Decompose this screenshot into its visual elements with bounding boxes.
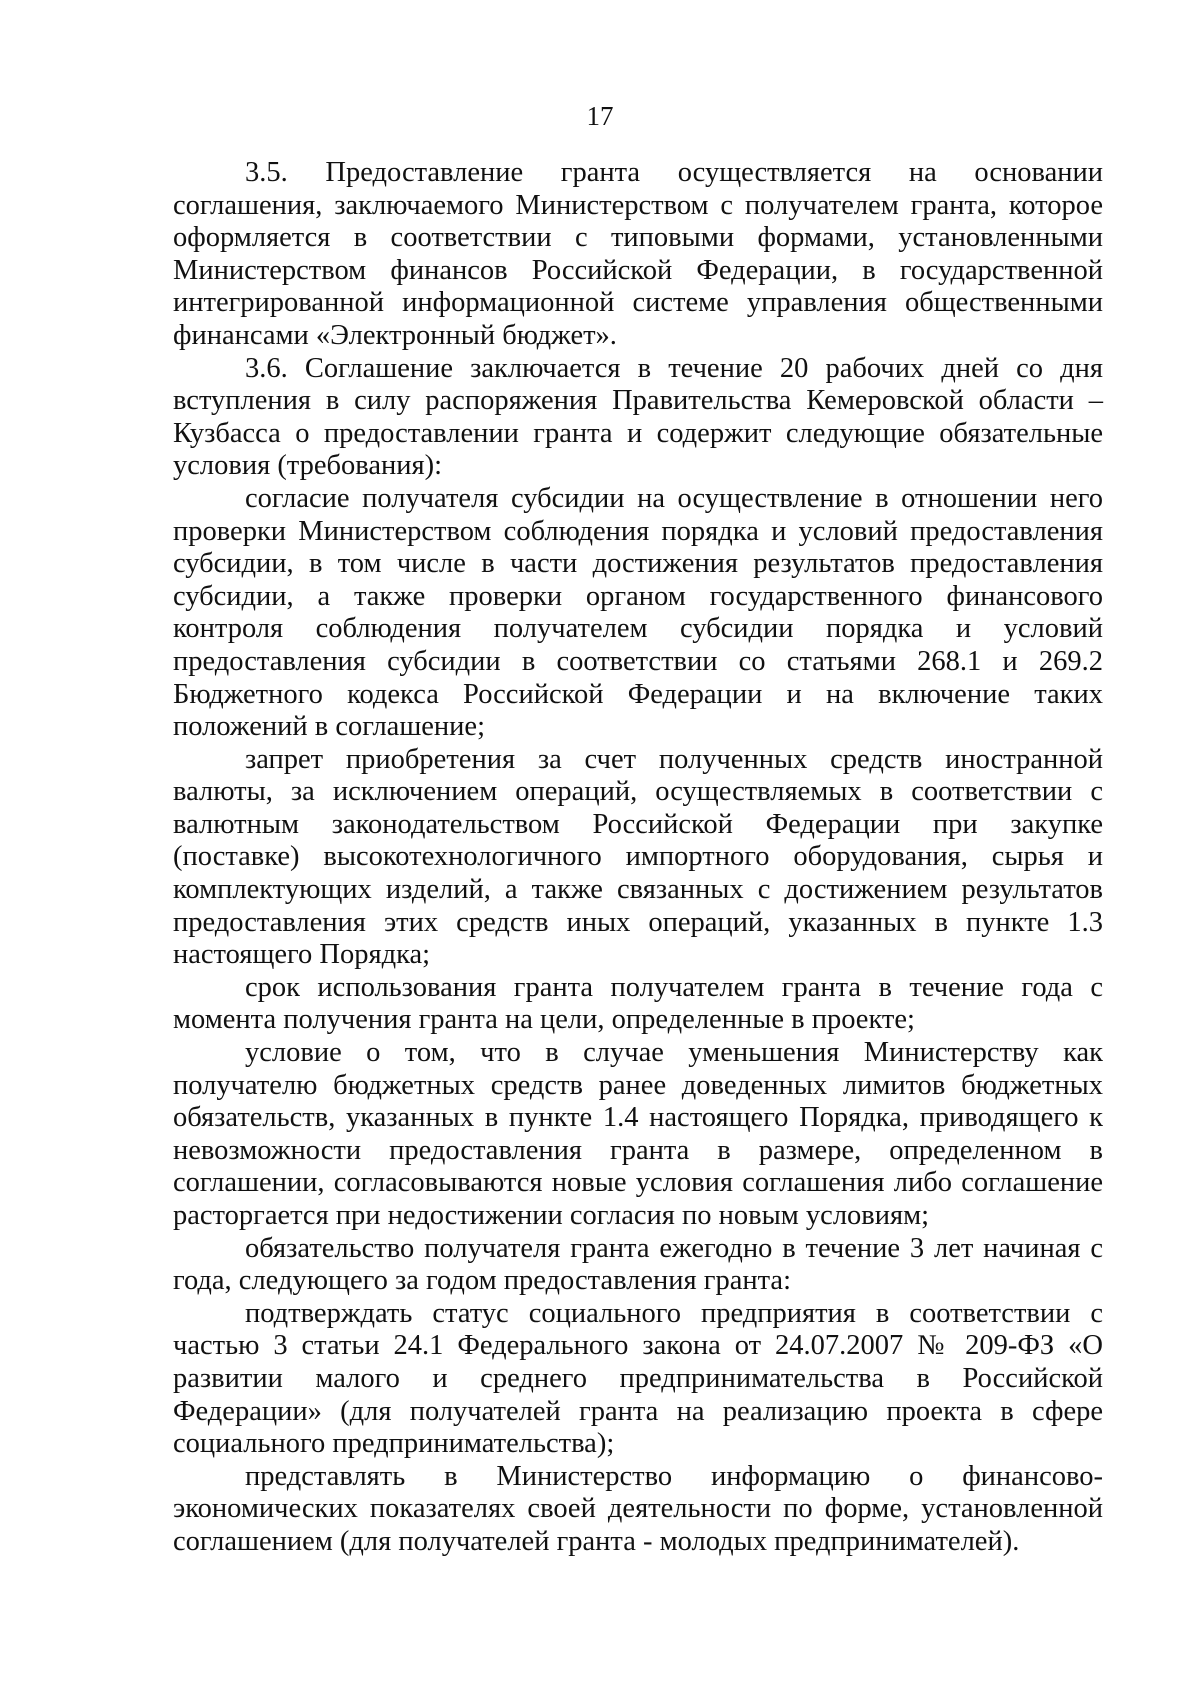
paragraph-3-6: 3.6. Соглашение заключается в течение 20 рабочих дней со дня вступления в силу распоряжения Правительства Кемеровской области – Кузбасса о предоставлении гранта и содержит следующие обязательные условия (требования): [173,352,1103,482]
obligation-social-status: подтверждать статус социального предприятия в соответствии с частью 3 статьи 24.1 Федерального закона от 24.07.2007 № 209-ФЗ «О развитии малого и среднего предпринимательства в Российской Федерации» (для получателей гранта на реализацию проекта в сфере социального предпринимательства); [173,1297,1103,1460]
condition-annual-obligation: обязательство получателя гранта ежегодно в течение 3 лет начиная с года, следующего за годом предоставления гранта: [173,1232,1103,1297]
condition-audit-consent: согласие получателя субсидии на осуществление в отношении него проверки Министерством соблюдения порядка и условий предоставления субсидии, в том числе в части достижения результатов предоставления субсидии, а также проверки органом государственного финансового контроля соблюдения получателем субсидии порядка и условий предоставления субсидии в соответствии со статьями 268.1 и 269.2 Бюджетного кодекса Российской Федерации и на включение таких положений в соглашение; [173,482,1103,743]
document-body [173,157,1103,1559]
condition-currency-ban: запрет приобретения за счет полученных средств иностранной валюты, за исключением операций, осуществляемых в соответствии с валютным законодательством Российской Федерации при закупке (поставке) высокотехнологичного импортного оборудования, сырья и комплектующих изделий, а также связанных с достижением результатов предоставления этих средств иных операций, указанных в пункте 1.3 настоящего Порядка; [173,743,1103,971]
paragraph-3-5: 3.5. Предоставление гранта осуществляется на основании соглашения, заключаемого Министерством с получателем гранта, которое оформляется в соответствии с типовыми формами, установленными Министерством финансов Российской Федерации, в государственной интегрированной информационной системе управления общественными финансами «Электронный бюджет». [173,157,1103,351]
obligation-financial-info: представлять в Министерство информацию о финансово-экономических показателях своей деятельности по форме, установленной соглашением (для получателей гранта - молодых предпринимателей). [173,1460,1103,1557]
condition-grant-term: срок использования гранта получателем гранта в течение года с момента получения гранта на цели, определенные в проекте; [173,971,1103,1036]
condition-limit-reduction: условие о том, что в случае уменьшения Министерству как получателю бюджетных средств ранее доведенных лимитов бюджетных обязательств, указанных в пункте 1.4 настоящего Порядка, приводящего к невозможности предоставления гранта в размере, определенном в соглашении, согласовываются новые условия соглашения либо соглашение расторгается при недостижении согласия по новым условиям; [173,1037,1103,1231]
page-number: 17 [586,101,614,131]
